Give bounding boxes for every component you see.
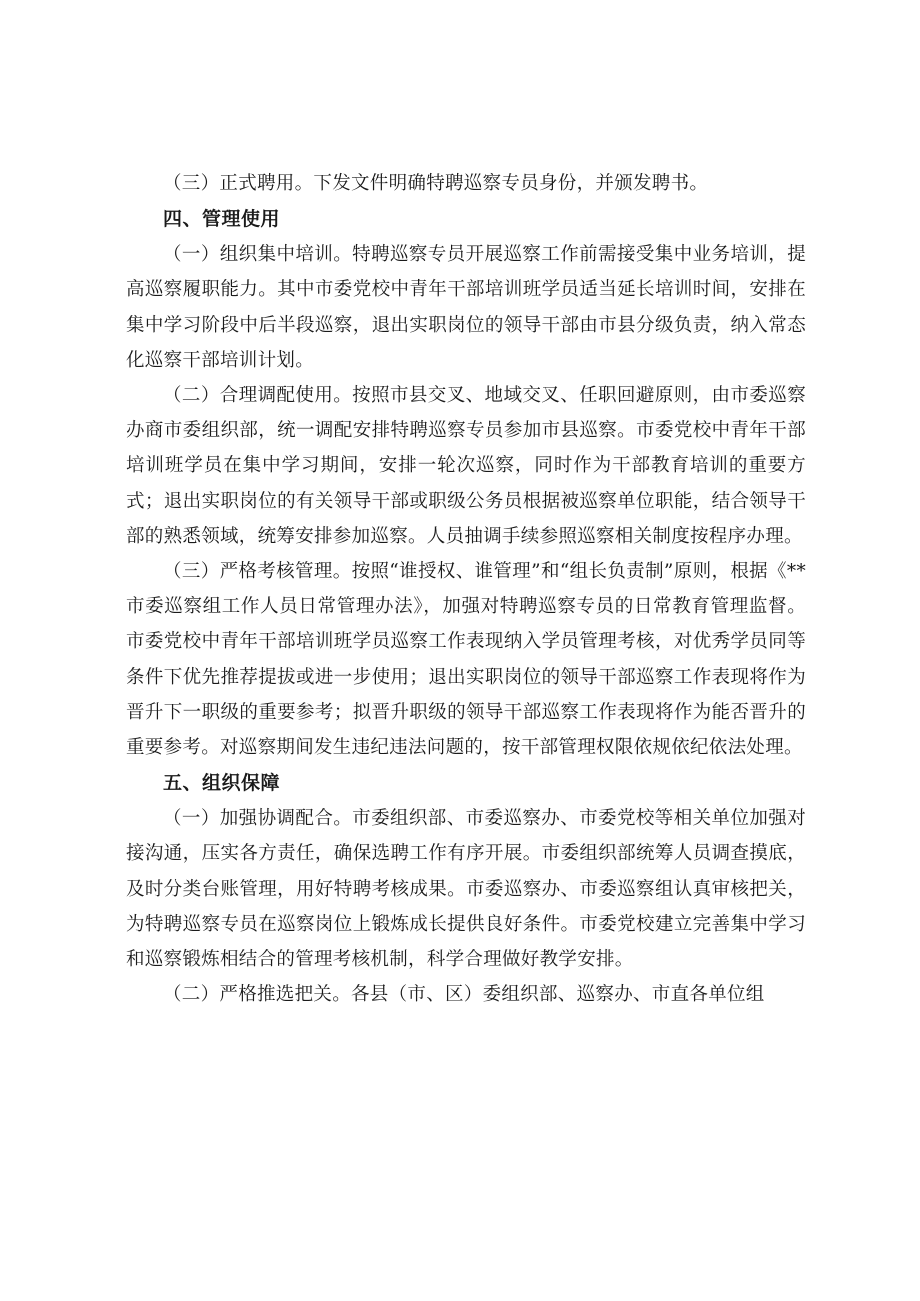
- section-heading-5: 五、组织保障: [163, 772, 281, 795]
- paragraph-5-2-selection: （二）严格推选把关。各县（市、区）委组织部、巡察办、市直各单位组: [163, 984, 765, 1006]
- paragraph-5-1-coordination: （一）加强协调配合。市委组织部、市委巡察办、市委党校等相关单位加强对接沟通，压实各方责任，确保选聘工作有序开展。市委组织部统筹人员调查摸底，及时分类台账管理，用好特聘考核成果。市委巡察办、市委巡察组认真审核把关，为特聘巡察专员在巡察岗位上锻炼成长提供良好条件。市委党校建立完善集中学习和巡察锻炼相结合的管理考核机制，科学合理做好教学安排。: [126, 808, 806, 971]
- section-heading-4: 四、管理使用: [163, 208, 281, 231]
- document-page: [126, 166, 806, 1012]
- paragraph-4-3-assessment: （三）严格考核管理。按照“谁授权、谁管理”和“组长负责制”原则，根据《**市委巡察组工作人员日常管理办法》，加强对特聘巡察专员的日常教育管理监督。市委党校中青年干部培训班学员巡察工作表现纳入学员管理考核，对优秀学员同等条件下优先推荐提拔或进一步使用；退出实职岗位的领导干部巡察工作表现将作为晋升下一职级的重要参考；拟晋升职级的领导干部巡察工作表现将作为能否晋升的重要参考。对巡察期间发生违纪违法问题的，按干部管理权限依规依纪依法处理。: [126, 561, 806, 759]
- paragraph-4-2-deployment: （二）合理调配使用。按照市县交叉、地域交叉、任职回避原则，由市委巡察办商市委组织部，统一调配安排特聘巡察专员参加市县巡察。市委党校中青年干部培训班学员在集中学习期间，安排一轮次巡察，同时作为干部教育培训的重要方式；退出实职岗位的有关领导干部或职级公务员根据被巡察单位职能，结合领导干部的熟悉领域，统筹安排参加巡察。人员抽调手续参照巡察相关制度按程序办理。: [126, 385, 806, 547]
- paragraph-3-3-formal-hiring: （三）正式聘用。下发文件明确特聘巡察专员身份，并颁发聘书。: [163, 173, 709, 194]
- paragraph-4-1-training: （一）组织集中培训。特聘巡察专员开展巡察工作前需接受集中业务培训，提高巡察履职能力。其中市委党校中青年干部培训班学员适当延长培训时间，安排在集中学习阶段中后半段巡察，退出实职岗位的领导干部由市县分级负责，纳入常态化巡察干部培训计划。: [126, 244, 806, 371]
